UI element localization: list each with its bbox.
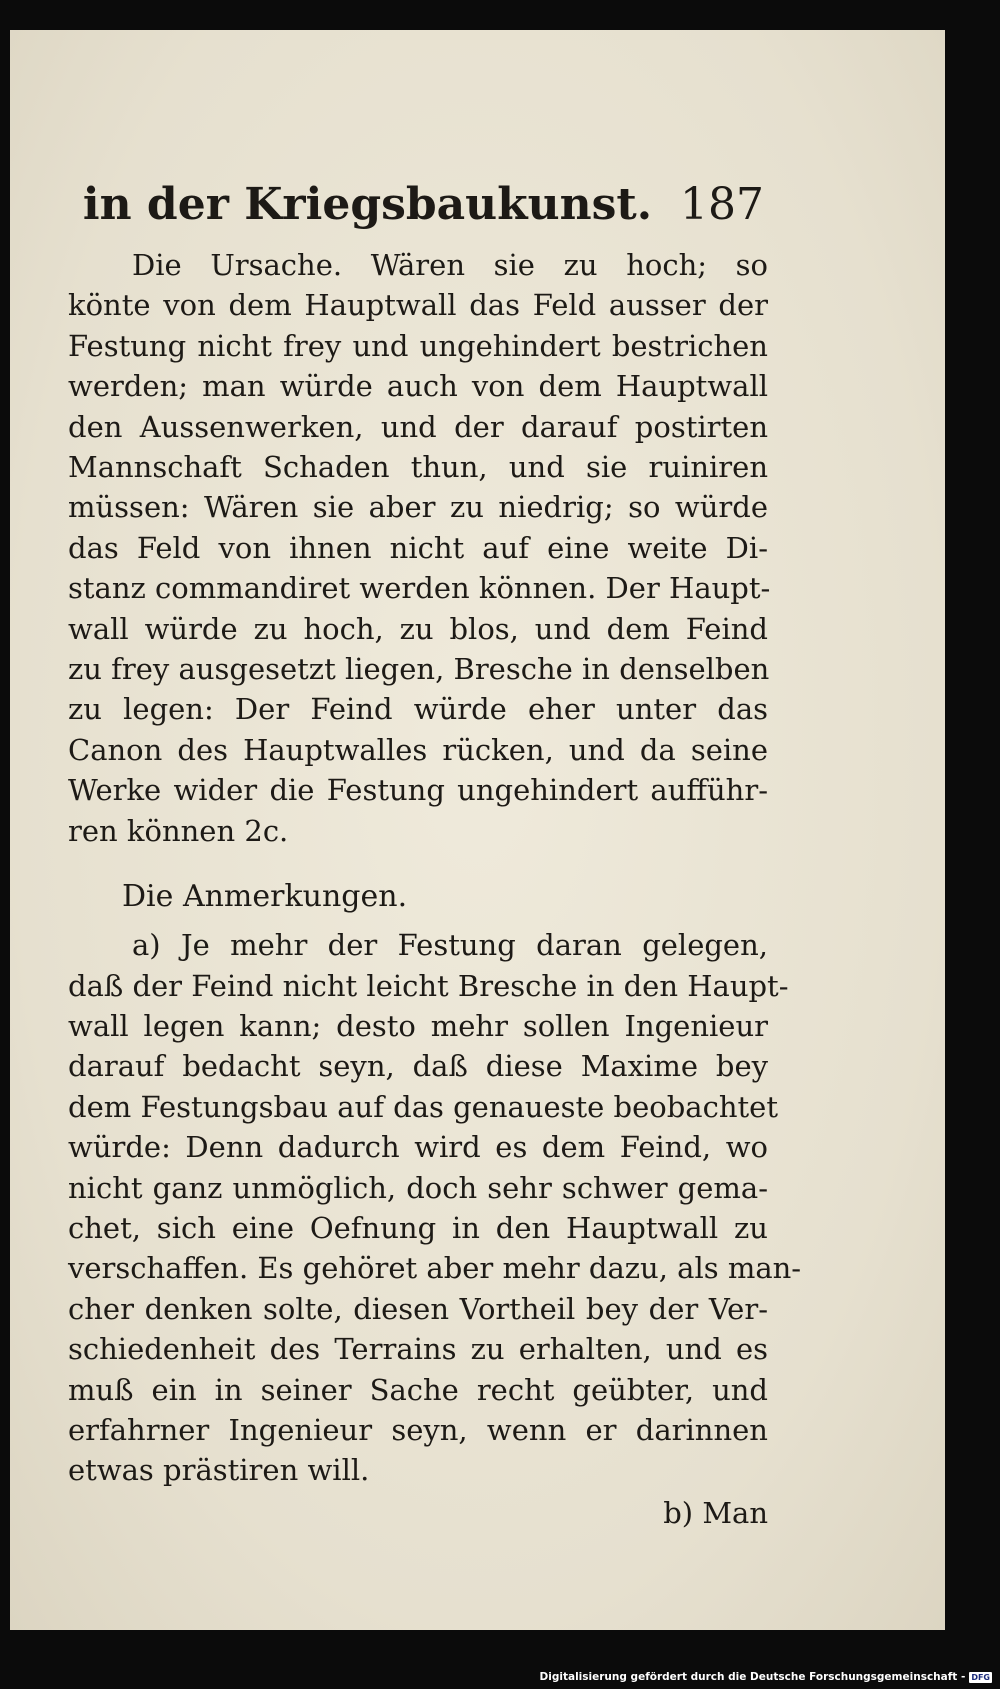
text-line: schiedenheit des Terrains zu erhalten, und es (68, 1332, 768, 1367)
text-line: ren können 2c. (68, 813, 289, 848)
text-line: werden; man würde auch von dem Hauptwall (68, 369, 768, 404)
text-line: stanz commandiret werden können. Der Haupt- (68, 571, 771, 606)
text-line: daß der Feind nicht leicht Bresche in den Haupt- (68, 968, 789, 1003)
text-line: cher denken solte, diesen Vortheil bey der Ver- (68, 1291, 768, 1326)
text-line: dem Festungsbau auf das genaueste beobachtet (68, 1089, 778, 1124)
text-line: Werke wider die Festung ungehindert aufführ- (68, 773, 768, 808)
text-line: a) Je mehr der Festung daran gelegen, (132, 928, 768, 963)
running-header (68, 175, 768, 245)
text-line: darauf bedacht seyn, daß diese Maxime bey (68, 1049, 768, 1084)
text-line: Festung nicht frey und ungehindert bestrichen (68, 328, 768, 363)
section-heading: Die Anmerkungen. (122, 879, 408, 915)
paragraph-notes (68, 925, 802, 1491)
text-line: wall würde zu hoch, zu blos, und dem Feind (68, 611, 768, 646)
text-line: Die Ursache. Wären sie zu hoch; so (132, 248, 768, 282)
text-line: müssen: Wären sie aber zu niedrig; so würde (68, 490, 768, 525)
text-line: verschaffen. Es gehöret aber mehr dazu, als man- (68, 1251, 802, 1286)
paragraph-cause (68, 245, 771, 851)
page-text (68, 175, 802, 1533)
text-line: erfahrner Ingenieur seyn, wenn er darinnen (68, 1412, 768, 1447)
text-line: den Aussenwerken, und der darauf postirten (68, 409, 768, 444)
credit-text: Digitalisierung gefördert durch die Deutsche Forschungsgemeinschaft - (539, 1671, 966, 1683)
text-line: etwas prästiren will. (68, 1453, 370, 1488)
text-line: zu frey ausgesetzt liegen, Bresche in denselben (68, 652, 770, 687)
text-line: Mannschaft Schaden thun, und sie ruiniren (68, 450, 768, 485)
catchword: b) Man (663, 1495, 768, 1530)
text-line: das Feld von ihnen nicht auf eine weite Di- (68, 530, 768, 565)
text-line: nicht ganz unmöglich, doch sehr schwer gema- (68, 1170, 768, 1205)
text-line: wall legen kann; desto mehr sollen Ingenieur (68, 1008, 768, 1043)
digitization-credit (540, 1671, 992, 1683)
text-line: zu legen: Der Feind würde eher unter das (68, 692, 768, 727)
text-line: Canon des Hauptwalles rücken, und da seine (68, 732, 768, 767)
text-line: könte von dem Hauptwall das Feld ausser der (68, 288, 768, 323)
book-page (10, 30, 945, 1630)
running-title: in der Kriegsbaukunst. (82, 179, 653, 230)
text-line: würde: Denn dadurch wird es dem Feind, wo (68, 1130, 768, 1165)
text-line: chet, sich eine Oefnung in den Hauptwall zu (68, 1210, 768, 1245)
dfg-logo-icon: DFG (971, 1672, 990, 1682)
page-number: 187 (680, 179, 764, 230)
text-line: muß ein in seiner Sache recht geübter, und (68, 1372, 768, 1407)
